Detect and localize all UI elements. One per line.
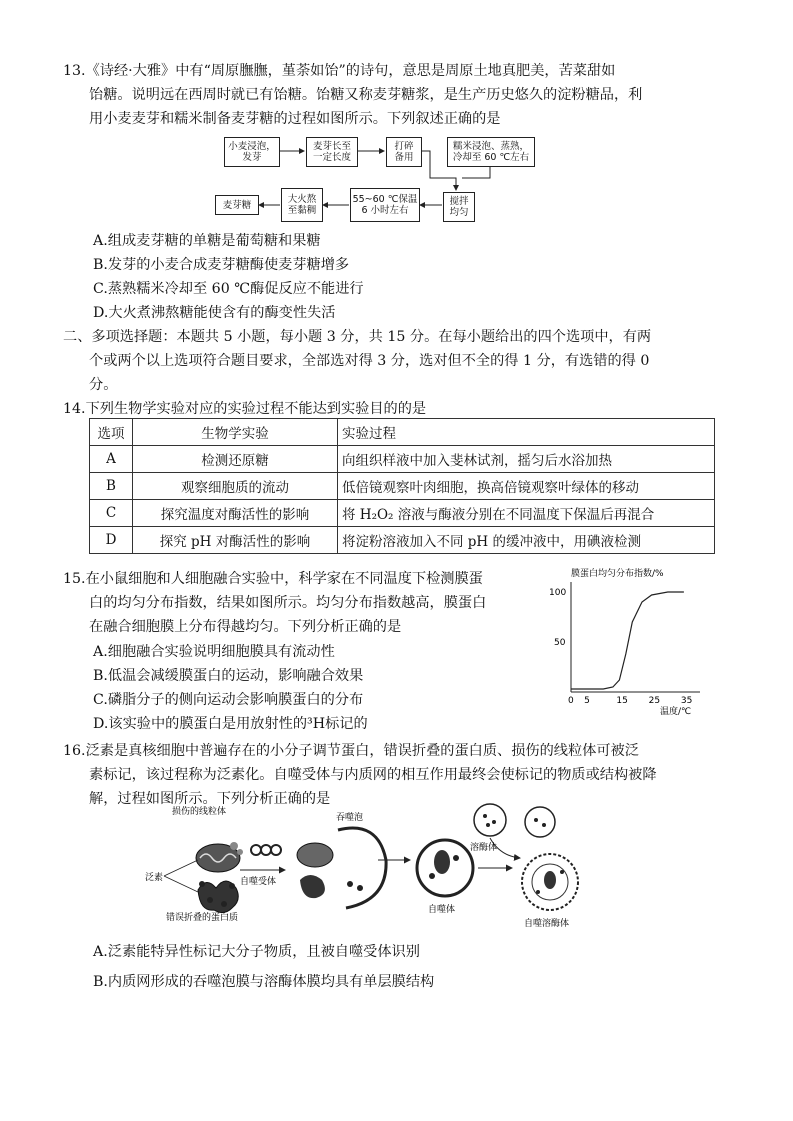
autophagosome-icon bbox=[417, 840, 473, 896]
table-cell: C bbox=[90, 500, 133, 527]
flow-text: 55~60 ℃保温 bbox=[352, 194, 418, 205]
q14-table bbox=[89, 418, 715, 554]
flow-text: 大火熬 bbox=[287, 194, 317, 205]
q16-option-b[interactable]: B.内质网形成的吞噬泡膜与溶酶体膜均具有单层膜结构 bbox=[93, 974, 435, 990]
table-cell: 将淀粉溶液加入不同 pH 的缓冲液中，用碘液检测 bbox=[338, 527, 715, 554]
phagophore-icon bbox=[297, 828, 386, 908]
section2-instructions-line3: 分。 bbox=[89, 377, 118, 393]
table-cell: D bbox=[90, 527, 133, 554]
label-phagophore: 吞噬泡 bbox=[336, 813, 364, 823]
flow-text: 冷却至 60 ℃左右 bbox=[452, 152, 530, 163]
table-cell: 将 H₂O₂ 溶液与酶液分别在不同温度下保温后再混合 bbox=[338, 500, 715, 527]
flow-text: 小麦浸泡， bbox=[228, 141, 276, 152]
section2-instructions-line1: 二、多项选择题：本题共 5 小题，每小题 3 分，共 15 分。在每小题给出的四个选项中，有两 bbox=[63, 329, 652, 345]
q13-option-c[interactable]: C.蒸熟糯米冷却至 60 ℃酶促反应不能进行 bbox=[93, 281, 364, 297]
autophagy-receptor-icon bbox=[251, 845, 281, 855]
q15-stem-line2: 白的均匀分布指数，结果如图所示。均匀分布指数越高，膜蛋白 bbox=[89, 595, 487, 611]
q16-stem-line3: 解，过程如图所示。下列分析正确的是 bbox=[89, 791, 331, 807]
flow-text: 麦芽长至 bbox=[312, 141, 351, 152]
table-cell: B bbox=[90, 473, 133, 500]
damaged-mitochondrion-icon bbox=[196, 842, 243, 872]
flow-text: 麦芽糖 bbox=[222, 199, 252, 211]
flow-text: 搅拌 bbox=[449, 196, 469, 207]
q16-stem-line2: 素标记，该过程称为泛素化。自噬受体与内质网的相互作用最终会使标记的物质或结构被降 bbox=[89, 767, 657, 783]
table-header-cell: 选项 bbox=[90, 419, 133, 446]
label-damaged-mitochondrion: 损伤的线粒体 bbox=[172, 807, 227, 817]
label-autophagosome: 自噬体 bbox=[428, 905, 456, 915]
table-cell: 探究温度对酶活性的影响 bbox=[133, 500, 338, 527]
chart-x-tick-label: 5 bbox=[584, 696, 590, 706]
label-ubiquitin: 泛素 bbox=[145, 873, 164, 883]
misfolded-protein-icon bbox=[198, 881, 238, 913]
section2-instructions-line2: 个或两个以上选项符合题目要求，全部选对得 3 分，选对但不全的得 1 分，有选错的得 0 bbox=[89, 353, 650, 369]
chart-y-tick-label: 100 bbox=[549, 588, 567, 598]
table-cell: 探究 pH 对酶活性的影响 bbox=[133, 527, 338, 554]
autophagy-diagram bbox=[140, 800, 610, 935]
flow-arrows bbox=[0, 0, 793, 240]
table-header-cell: 生物学实验 bbox=[133, 419, 338, 446]
q13-option-b[interactable]: B.发芽的小麦合成麦芽糖酶使麦芽糖增多 bbox=[93, 257, 350, 273]
flow-text: 6 小时左右 bbox=[361, 205, 409, 216]
chart-x-tick-label: 15 bbox=[616, 696, 628, 706]
protein-distribution-chart bbox=[549, 562, 715, 722]
q16-stem-line1: 16.泛素是真核细胞中普遍存在的小分子调节蛋白，错误折叠的蛋白质、损伤的线粒体可被泛 bbox=[63, 743, 639, 759]
chart-x-tick-label: 25 bbox=[648, 696, 661, 706]
chart-x-tick-label: 35 bbox=[680, 696, 693, 706]
lysosome-icon bbox=[474, 804, 555, 837]
table-row[interactable] bbox=[90, 527, 715, 554]
q15-stem-line3: 在融合细胞膜上分布得越均匀。下列分析正确的是 bbox=[89, 619, 402, 635]
q13-stem-line1: 13.《诗经·大雅》中有“周原膴膴，堇荼如饴”的诗句，意思是周原土地真肥美，苦菜甜如 bbox=[63, 63, 616, 79]
table-row[interactable] bbox=[90, 500, 715, 527]
q16-option-a[interactable]: A.泛素能特异性标记大分子物质，且被自噬受体识别 bbox=[93, 944, 420, 960]
q15-stem-line1: 15.在小鼠细胞和人细胞融合实验中，科学家在不同温度下检测膜蛋 bbox=[63, 571, 483, 587]
table-header-cell: 实验过程 bbox=[338, 419, 715, 446]
q15-option-b[interactable]: B.低温会减缓膜蛋白的运动，影响融合效果 bbox=[93, 668, 364, 684]
table-row[interactable] bbox=[90, 446, 715, 473]
label-autophagy-receptor: 自噬受体 bbox=[240, 877, 277, 887]
table-cell: 观察细胞质的流动 bbox=[133, 473, 338, 500]
chart-ylabel: 膜蛋白均匀分布指数/% bbox=[571, 569, 664, 579]
flow-text: 至黏稠 bbox=[287, 205, 317, 216]
q15-option-c[interactable]: C.磷脂分子的侧向运动会影响膜蛋白的分布 bbox=[93, 692, 364, 708]
q15-option-d[interactable]: D.该实验中的膜蛋白是用放射性的³H标记的 bbox=[93, 716, 368, 732]
flow-text: 均匀 bbox=[449, 207, 469, 218]
q15-option-a[interactable]: A.细胞融合实验说明细胞膜具有流动性 bbox=[93, 644, 335, 660]
q13-option-a[interactable]: A.组成麦芽糖的单糖是葡萄糖和果糖 bbox=[93, 233, 321, 249]
chart-y-tick-label: 50 bbox=[554, 638, 566, 648]
table-cell: 低倍镜观察叶肉细胞，换高倍镜观察叶绿体的移动 bbox=[338, 473, 715, 500]
chart-x-tick-label: 0 bbox=[568, 696, 574, 706]
flow-text: 打碎 bbox=[394, 141, 414, 152]
flow-text: 糯米浸泡、蒸熟， bbox=[452, 141, 529, 152]
label-autolysosome: 自噬溶酶体 bbox=[524, 919, 570, 929]
q14-stem: 14.下列生物学实验对应的实验过程不能达到实验目的的是 bbox=[63, 401, 427, 417]
flow-text: 发芽 bbox=[242, 152, 262, 163]
table-row[interactable] bbox=[90, 473, 715, 500]
table-header-row bbox=[90, 419, 715, 446]
chart-xlabel: 温度/℃ bbox=[660, 707, 692, 717]
table-cell: 检测还原糖 bbox=[133, 446, 338, 473]
table-cell: 向组织样液中加入斐林试剂，摇匀后水浴加热 bbox=[338, 446, 715, 473]
table-cell: A bbox=[90, 446, 133, 473]
chart-series-line bbox=[571, 592, 684, 689]
flow-text: 一定长度 bbox=[312, 152, 351, 163]
label-lysosome: 溶酶体 bbox=[470, 843, 498, 853]
q13-stem-line2: 饴糖。说明远在西周时就已有饴糖。饴糖又称麦芽糖浆，是生产历史悠久的淀粉糖品，利 bbox=[89, 87, 643, 103]
label-misfolded-protein: 错误折叠的蛋白质 bbox=[166, 913, 239, 923]
q13-option-d[interactable]: D.大火煮沸熬糖能使含有的酶变性失活 bbox=[93, 305, 336, 321]
q13-stem-line3: 用小麦麦芽和糯米制备麦芽糖的过程如图所示。下列叙述正确的是 bbox=[89, 111, 501, 127]
autolysosome-icon bbox=[522, 854, 578, 910]
flow-text: 备用 bbox=[394, 152, 414, 163]
